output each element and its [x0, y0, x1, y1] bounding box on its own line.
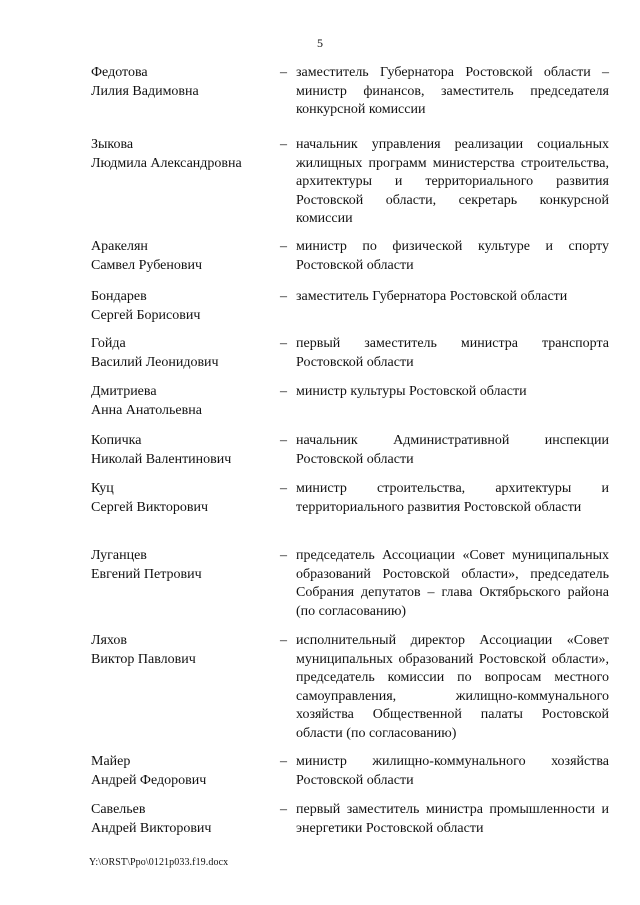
member-dash: – [280, 802, 287, 817]
member-given-names: Самвел Рубенович [91, 257, 203, 273]
member-role: председатель Ассоциации «Совет муниципальных образований Ростовской области», председатель Собрания депутатов – глава Октябрьского района (по согласованию) [296, 548, 609, 619]
member-surname: Майер [91, 754, 131, 769]
member-dash: – [280, 239, 287, 254]
member-surname: Дмитриева [91, 384, 157, 399]
member-given-names: Сергей Викторович [91, 499, 209, 515]
member-given-names: Андрей Викторович [91, 820, 212, 836]
member-role: заместитель Губернатора Ростовской области [296, 289, 568, 304]
member-surname: Гойда [91, 336, 126, 351]
member-name [91, 432, 276, 469]
member-dash: – [280, 754, 287, 769]
member-surname: Савельев [91, 802, 146, 817]
member-given-names: Николай Валентинович [91, 451, 232, 467]
member-name [91, 547, 276, 584]
member-given-names: Андрей Федорович [91, 772, 207, 788]
member-role: исполнительный директор Ассоциации «Совет муниципальных образований Ростовской области», председатель комиссии по вопросам местного самоуправления, жилищно-коммунального хозяйства Общественной палаты Ростовской области (по согласованию) [296, 633, 609, 741]
member-surname: Зыкова [91, 137, 134, 152]
member-dash: – [280, 289, 287, 304]
member-role: министр по физической культуре и спорту Ростовской области [296, 239, 609, 273]
member-surname: Копичка [91, 433, 142, 448]
member-given-names: Василий Леонидович [91, 354, 219, 370]
member-given-names: Сергей Борисович [91, 307, 201, 323]
member-given-names: Людмила Александровна [91, 155, 242, 171]
member-name [91, 335, 276, 372]
member-surname: Бондарев [91, 289, 147, 304]
member-name [91, 288, 276, 325]
member-role: министр жилищно-коммунального хозяйства Ростовской области [296, 754, 609, 788]
member-given-names: Евгений Петрович [91, 566, 202, 582]
member-dash: – [280, 384, 287, 399]
member-given-names: Анна Анатольевна [91, 402, 202, 418]
member-name [91, 480, 276, 517]
member-name [91, 383, 276, 420]
member-dash: – [280, 65, 287, 80]
member-role: начальник управления реализации социальных жилищных программ министерства строительства, архитектуры и территориального развития Ростовской области, секретарь конкурсной комиссии [296, 137, 609, 227]
member-role: министр культуры Ростовской области [296, 384, 527, 399]
member-dash: – [280, 433, 287, 448]
member-dash: – [280, 481, 287, 496]
member-role: начальник Административной инспекции Ростовской области [296, 433, 609, 467]
member-dash: – [280, 336, 287, 351]
member-dash: – [280, 548, 287, 563]
member-name [91, 64, 276, 101]
member-given-names: Виктор Павлович [91, 651, 196, 667]
member-name [91, 753, 276, 790]
member-dash: – [280, 633, 287, 648]
page-number: 5 [317, 36, 323, 50]
member-surname: Аракелян [91, 239, 148, 254]
member-role: первый заместитель министра транспорта Ростовской области [296, 336, 609, 370]
member-name [91, 632, 276, 669]
member-surname: Куц [91, 481, 114, 496]
member-role: первый заместитель министра промышленности и энергетики Ростовской области [296, 802, 609, 836]
member-surname: Луганцев [91, 548, 147, 563]
member-name [91, 801, 276, 838]
member-dash: – [280, 137, 287, 152]
member-name [91, 136, 276, 173]
member-surname: Федотова [91, 65, 148, 80]
member-role: заместитель Губернатора Ростовской области – министр финансов, заместитель председателя конкурсной комиссии [296, 65, 609, 118]
member-role: министр строительства, архитектуры и территориального развития Ростовской области [296, 481, 609, 515]
document-file-path: Y:\ORST\Ppo\0121p033.f19.docx [89, 857, 229, 868]
member-given-names: Лилия Вадимовна [91, 83, 199, 99]
member-name [91, 238, 276, 275]
member-surname: Ляхов [91, 633, 128, 648]
